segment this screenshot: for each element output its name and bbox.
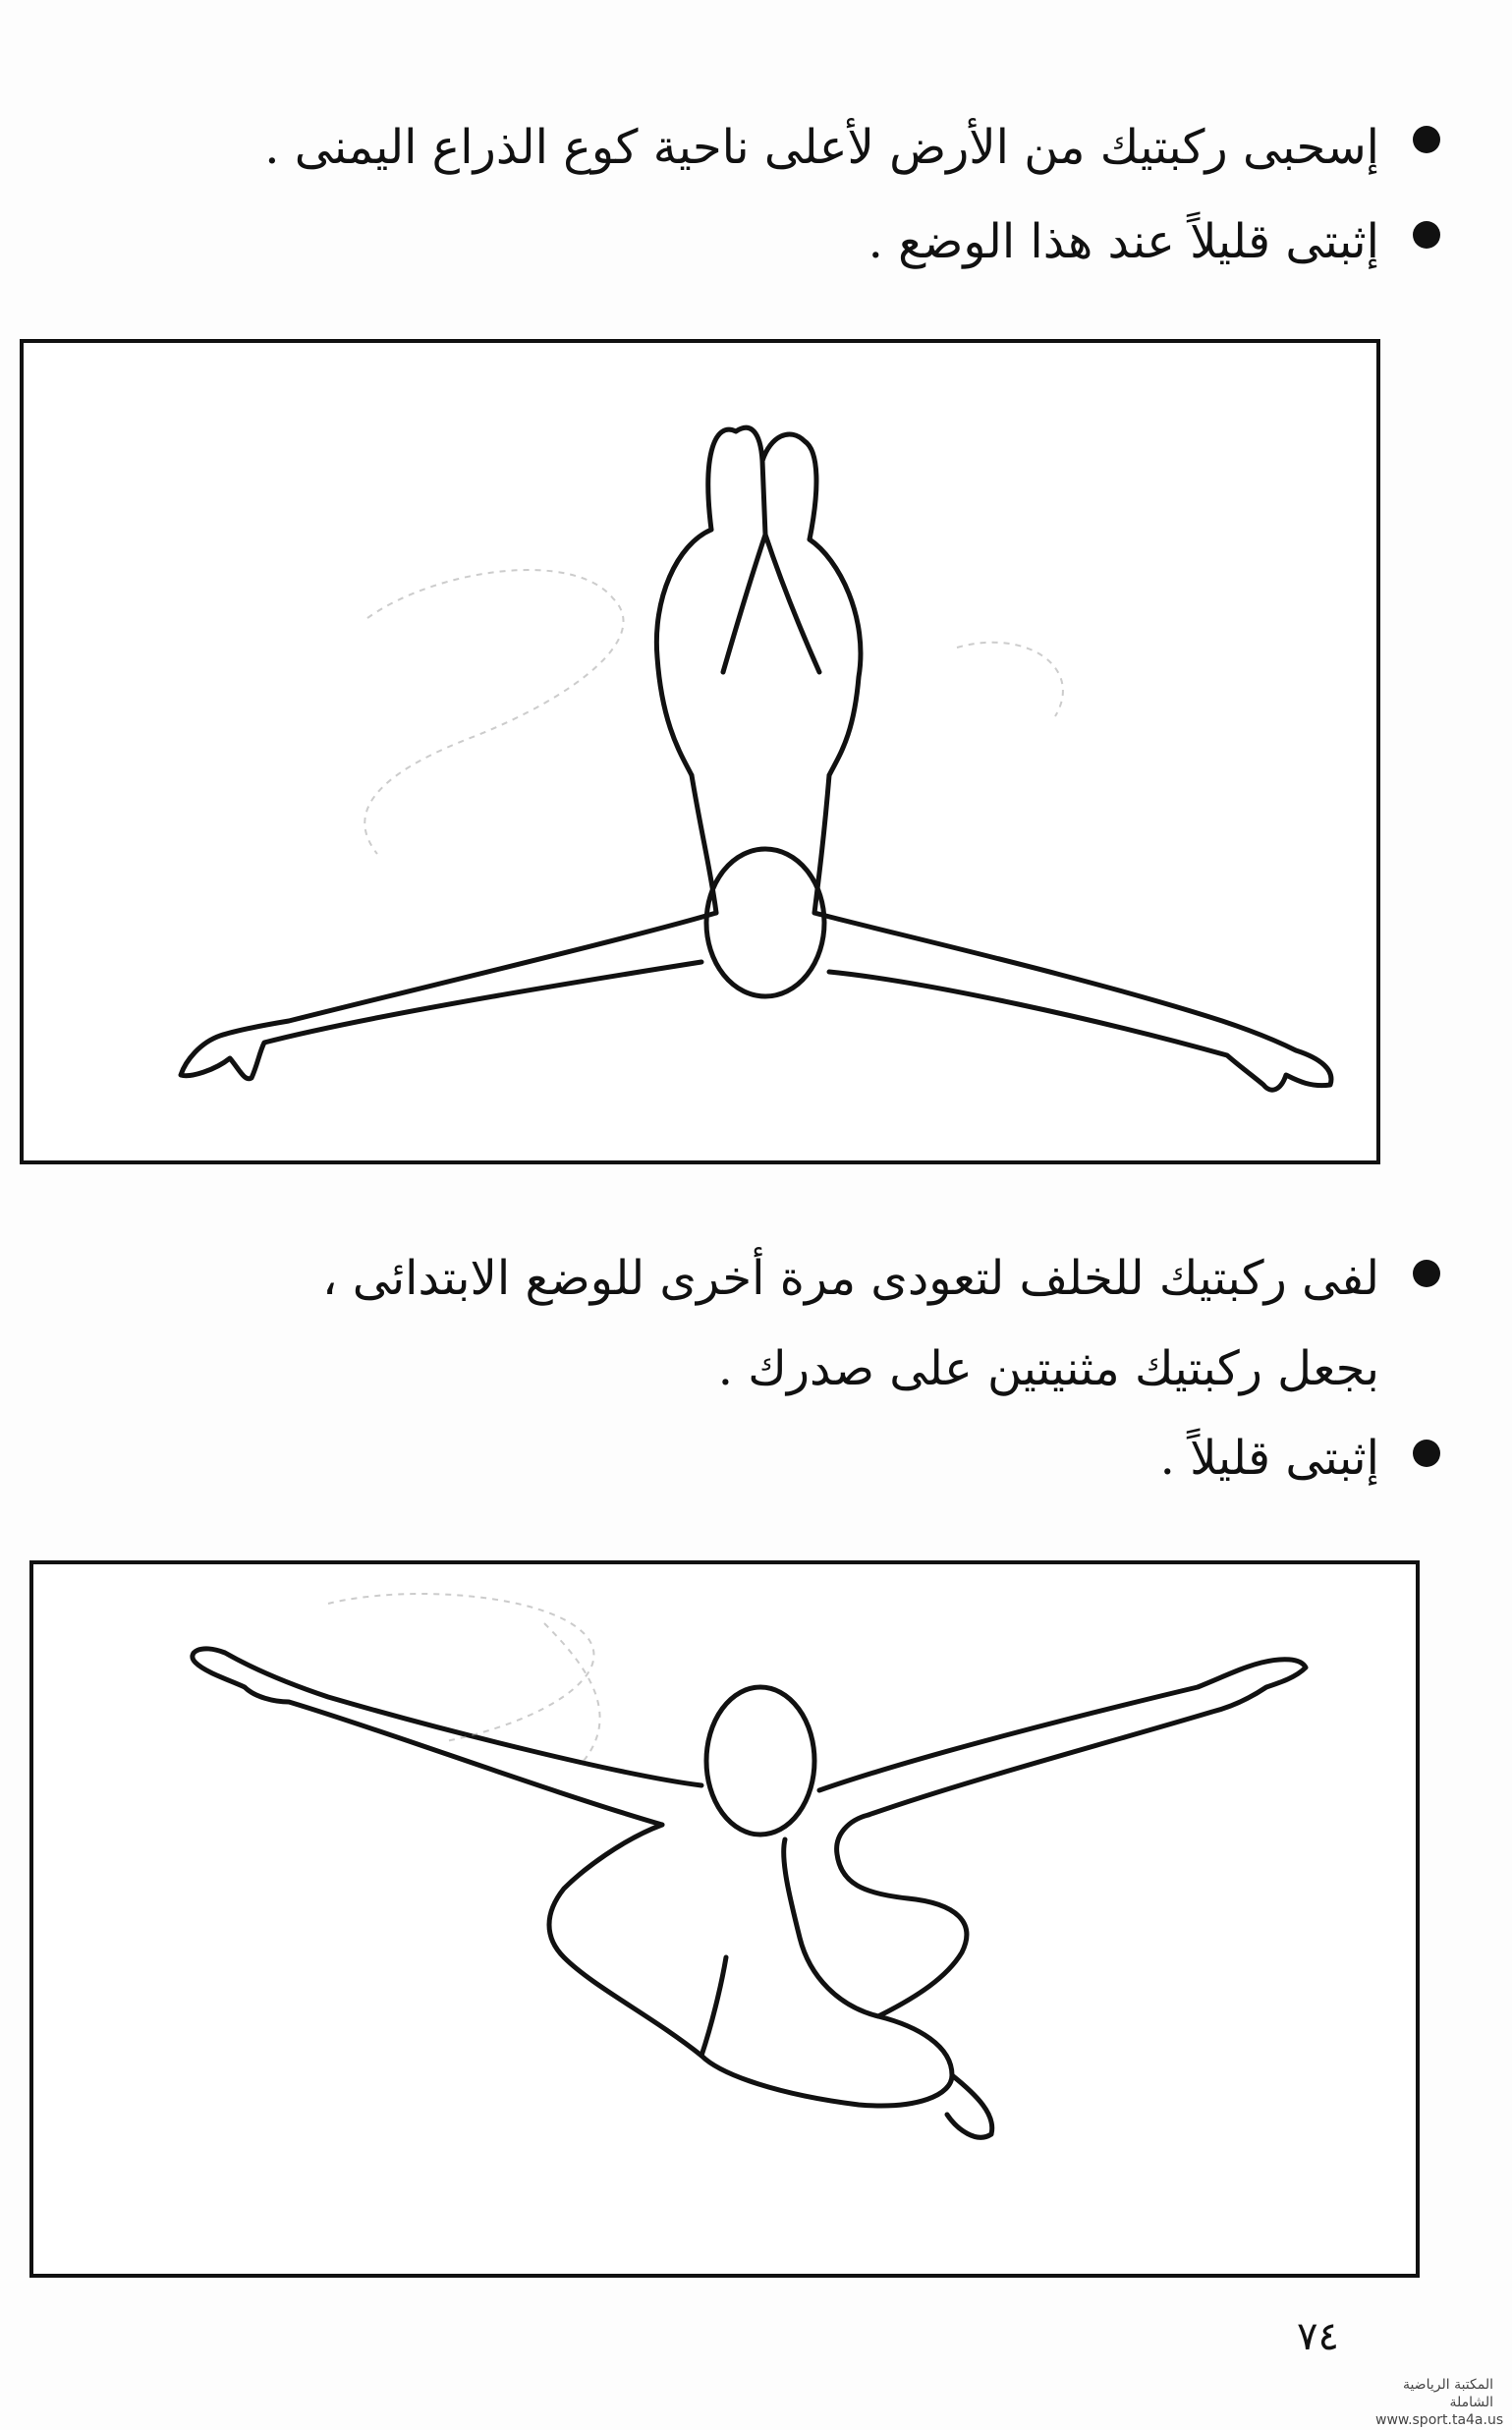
watermark-line2: www.sport.ta4a.us	[1375, 2412, 1504, 2429]
watermark-line1: المكتبة الرياضية الشاملة	[1402, 2377, 1493, 2411]
figure-frame-top	[20, 339, 1380, 1164]
figure-lying-knees-bent-icon	[33, 1564, 1424, 2282]
figure-lying-knees-raised-icon	[24, 343, 1384, 1168]
bullet-dot-4	[1413, 1440, 1440, 1467]
instruction-3-line1: لفى ركبتيك للخلف لتعودى مرة أخرى للوضع الابتدائى ،	[322, 1251, 1379, 1306]
figure-frame-bottom	[29, 1560, 1420, 2278]
instruction-2: إثبتى قليلاً عند هذا الوضع .	[868, 214, 1379, 269]
bullet-dot-1	[1413, 126, 1440, 153]
instruction-4: إثبتى قليلاً .	[1159, 1431, 1379, 1486]
site-watermark	[1375, 2376, 1504, 2430]
instruction-3-line2: بجعل ركبتيك مثنيتين على صدرك .	[717, 1341, 1379, 1396]
bullet-dot-3	[1413, 1260, 1440, 1287]
instruction-1: إسحبى ركبتيك من الأرض لأعلى ناحية كوع الذراع اليمنى .	[264, 120, 1379, 175]
bullet-dot-2	[1413, 221, 1440, 249]
page-number: ٧٤	[1297, 2314, 1339, 2359]
